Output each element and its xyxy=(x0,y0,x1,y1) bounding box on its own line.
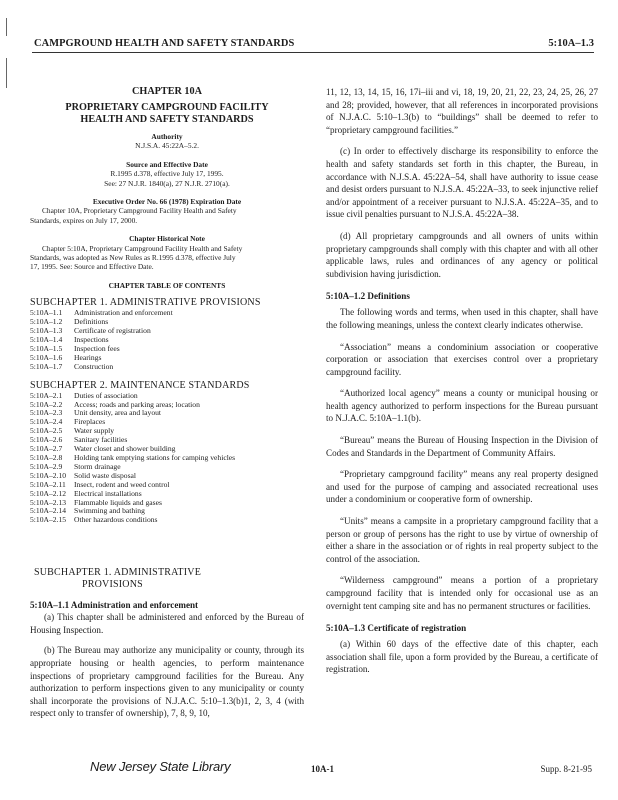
running-header xyxy=(34,38,594,52)
header-title: CAMPGROUND HEALTH AND SAFETY STANDARDS xyxy=(34,38,295,49)
authority-heading: Authority xyxy=(151,132,183,141)
historical-note-line2: Standards, was adopted as New Rules as R.1995 d.378, effective July xyxy=(30,253,236,263)
toc-entry xyxy=(30,354,304,363)
toc-entry-title: Holding tank emptying stations for camping vehicles xyxy=(74,452,236,462)
toc-entry-title: Construction xyxy=(74,361,114,371)
source-heading: Source and Effective Date xyxy=(126,159,208,169)
definition-proprietary-campground: “Proprietary campground facility” means any real property designed and used for the purpose of camping and associated recreational uses under a condominium or cooperative form of ownership. xyxy=(326,469,598,505)
toc-entry xyxy=(30,327,304,336)
source-line2: See: 27 N.J.R. 1840(a), 27 N.J.R. 2710(a). xyxy=(104,178,230,188)
toc-entry xyxy=(30,409,304,418)
left-column xyxy=(30,86,304,720)
right-column xyxy=(326,86,598,676)
toc-entry-title: Swimming and bathing xyxy=(74,506,145,516)
definitions-intro: The following words and terms, when used in this chapter, shall have the following meanings, unless the context clearly indicates otherwise. xyxy=(326,307,598,330)
toc-entry xyxy=(30,418,304,427)
toc-subchapter1-list xyxy=(30,309,304,371)
chapter-title-line2: HEALTH AND SAFETY STANDARDS xyxy=(80,114,254,125)
section-1-1-d: (d) All proprietary campgrounds and all owners of units within proprietary campgrounds shall comply with this chapter and with all other applicable laws, rules and ordinances of any agency or political subdivision having jurisdiction. xyxy=(326,230,598,279)
toc-subchapter1: SUBCHAPTER 1. ADMINISTRATIVE PROVISIONS xyxy=(30,297,261,309)
toc-entry xyxy=(30,427,304,436)
toc-entry-number: 5:10A–2.10 xyxy=(30,470,67,480)
toc-entry xyxy=(30,318,304,327)
toc-entry-title: Flammable liquids and gases xyxy=(74,497,162,507)
toc-entry-title: Water supply xyxy=(74,426,115,436)
toc-entry-number: 5:10A–2.9 xyxy=(30,461,63,471)
margin-mark xyxy=(6,18,7,36)
header-section: 5:10A–1.3 xyxy=(548,38,594,49)
historical-note-heading: Chapter Historical Note xyxy=(129,234,205,244)
authority-text: N.J.S.A. 45:22A–5.2. xyxy=(135,141,199,151)
definition-association: “Association” means a condominium association or cooperative corporation or association that exercises control over a proprietary campground facility. xyxy=(326,341,598,377)
toc-entry-title: Fireplaces xyxy=(74,417,106,427)
chapter-title-line1: PROPRIETARY CAMPGROUND FACILITY xyxy=(65,102,269,113)
toc-entry xyxy=(30,363,304,372)
toc-entry-number: 5:10A–2.15 xyxy=(30,515,67,525)
historical-note-line1: Chapter 5:10A, Proprietary Campground Facility Health and Safety xyxy=(42,243,243,253)
subchapter1-heading-line2: PROVISIONS xyxy=(82,579,143,591)
section-1-1-a: (a) This chapter shall be administered and enforced by the Bureau of Housing Inspection. xyxy=(30,612,304,635)
toc-subchapter2-list xyxy=(30,392,304,526)
definition-bureau: “Bureau” means the Bureau of Housing Inspection in the Division of Codes and Standards in the Department of Community Affairs. xyxy=(326,435,598,458)
toc-entry-title: Duties of association xyxy=(74,390,138,400)
toc-entry-title: Inspections xyxy=(74,335,109,344)
toc-entry xyxy=(30,463,304,472)
exec-order-line1: Chapter 10A, Proprietary Campground Facility Health and Safety xyxy=(42,206,237,216)
toc-entry-number: 5:10A–2.11 xyxy=(30,479,66,489)
toc-entry-number: 5:10A–1.5 xyxy=(30,343,63,353)
toc-entry-number: 5:10A–2.5 xyxy=(30,426,63,436)
toc-entry-number: 5:10A–1.4 xyxy=(30,335,63,344)
header-rule xyxy=(32,52,594,53)
toc-entry-title: Inspection fees xyxy=(74,343,120,353)
page-number: 10A-1 xyxy=(311,764,334,774)
toc-entry-title: Water closet and shower building xyxy=(74,444,176,454)
toc-entry-number: 5:10A–2.14 xyxy=(30,506,67,516)
toc-heading: CHAPTER TABLE OF CONTENTS xyxy=(108,280,226,290)
exec-order-heading: Executive Order No. 66 (1978) Expiration Date xyxy=(92,197,242,207)
toc-entry-title: Hearings xyxy=(74,352,102,362)
section-1-1-heading: 5:10A–1.1 Administration and enforcement xyxy=(30,600,199,611)
source-line1: R.1995 d.378, effective July 17, 1995. xyxy=(110,169,224,179)
exec-order-line2: Standards, expires on July 17, 2000. xyxy=(30,215,138,225)
toc-entry xyxy=(30,516,304,525)
toc-entry-title: Unit density, area and layout xyxy=(74,408,162,418)
toc-entry-title: Administration and enforcement xyxy=(74,308,173,318)
toc-entry-number: 5:10A–2.13 xyxy=(30,497,67,507)
historical-note-line3: 17, 1995. See: Source and Effective Date. xyxy=(30,262,154,272)
toc-entry-title: Solid waste disposal xyxy=(74,470,137,480)
section-1-1-b: (b) The Bureau may authorize any municipality or county, through its appropriate housing or health agencies, to perform maintenance inspections of proprietary campground facilities for the Bureau. Any authorization to perform inspections given to any municipality or county shall incorporate the provisions of N.J.A.C. 5:10–1.3(b)1, 2, 3, 4 (with respect only to transfer of ownership), 7, 8, 9, 10, xyxy=(30,645,304,719)
section-1-1-c: (c) In order to effectively discharge its responsibility to enforce the health and safety standards set forth in this chapter, the Bureau, in accordance with N.J.S.A. 45:22A–54, shall have authority to issue cease and desist orders pursuant to N.J.S.A. 45:22A–33, to seek injunctive relief and/or appointment of a receiver pursuant to N.J.S.A. 45:22A–35, and to issue civil penalties pursuant to N.J.S.A. 45:22A–38. xyxy=(326,146,598,220)
toc-entry-number: 5:10A–2.2 xyxy=(30,399,63,409)
toc-entry xyxy=(30,481,304,490)
toc-entry-number: 5:10A–1.1 xyxy=(30,308,63,318)
margin-mark xyxy=(6,58,7,88)
toc-entry-title: Certificate of registration xyxy=(74,326,151,336)
library-stamp: New Jersey State Library xyxy=(90,759,231,774)
toc-entry xyxy=(30,309,304,318)
toc-entry xyxy=(30,401,304,410)
toc-entry-number: 5:10A–2.7 xyxy=(30,444,63,454)
toc-entry-number: 5:10A–2.4 xyxy=(30,417,63,427)
definition-wilderness-campground: “Wilderness campground” means a portion of a proprietary campground facility that is intended only for occasional use as an overnight tent camping site and has no permanent structures or facilities. xyxy=(326,575,598,611)
section-1-3-a: (a) Within 60 days of the effective date of this chapter, each association shall file, upon a form provided by the Bureau, a certificate of registration. xyxy=(326,639,598,675)
supplement-date: Supp. 8-21-95 xyxy=(540,764,592,774)
toc-entry-number: 5:10A–2.12 xyxy=(30,488,67,498)
toc-entry-number: 5:10A–1.2 xyxy=(30,317,63,327)
toc-entry-title: Sanitary facilities xyxy=(74,435,128,445)
toc-entry-title: Other hazardous conditions xyxy=(74,515,158,525)
definition-authorized-local-agency: “Authorized local agency” means a county or municipal housing or health agency authorized to perform inspections for the Bureau pursuant to N.J.A.C. 5:10A–1.1(b). xyxy=(326,388,598,424)
toc-subchapter2: SUBCHAPTER 2. MAINTENANCE STANDARDS xyxy=(30,379,250,391)
toc-entry xyxy=(30,345,304,354)
toc-entry xyxy=(30,454,304,463)
section-1-3-heading: 5:10A–1.3 Certificate of registration xyxy=(326,623,467,634)
chapter-number: CHAPTER 10A xyxy=(132,86,202,97)
toc-entry-number: 5:10A–2.3 xyxy=(30,408,63,418)
toc-entry-number: 5:10A–1.3 xyxy=(30,326,63,336)
toc-entry-title: Access; roads and parking areas; location xyxy=(74,399,200,409)
toc-entry-number: 5:10A–1.7 xyxy=(30,361,63,371)
toc-entry-number: 5:10A–1.6 xyxy=(30,352,63,362)
toc-entry xyxy=(30,336,304,345)
toc-entry-title: Definitions xyxy=(74,317,109,327)
toc-entry-number: 5:10A–2.1 xyxy=(30,390,63,400)
toc-entry xyxy=(30,490,304,499)
toc-entry-title: Storm drainage xyxy=(74,461,121,471)
toc-entry-title: Insect, rodent and weed control xyxy=(74,479,170,489)
section-1-1-continued: 11, 12, 13, 14, 15, 16, 17i–iii and vi, 18, 19, 20, 21, 22, 23, 24, 25, 26, 27 and 28; provided, however, that all references in incorporated provisions of N.J.A.C. 5:10–1.3(b) to “buildings” shall be deemed to refer to “proprietary campground facilities.” xyxy=(326,87,598,135)
toc-entry-number: 5:10A–2.8 xyxy=(30,452,63,462)
toc-entry xyxy=(30,507,304,516)
toc-entry xyxy=(30,499,304,508)
definition-units: “Units” means a campsite in a proprietary campground facility that a person or group of persons has the right to use by virtue of ownership of either a share in the association or of rights in real property subject to the control of the association. xyxy=(326,516,598,564)
subchapter1-heading-line1: SUBCHAPTER 1. ADMINISTRATIVE xyxy=(34,567,202,579)
section-1-2-heading: 5:10A–1.2 Definitions xyxy=(326,291,410,302)
toc-entry-title: Electrical installations xyxy=(74,488,142,498)
toc-entry-number: 5:10A–2.6 xyxy=(30,435,63,445)
